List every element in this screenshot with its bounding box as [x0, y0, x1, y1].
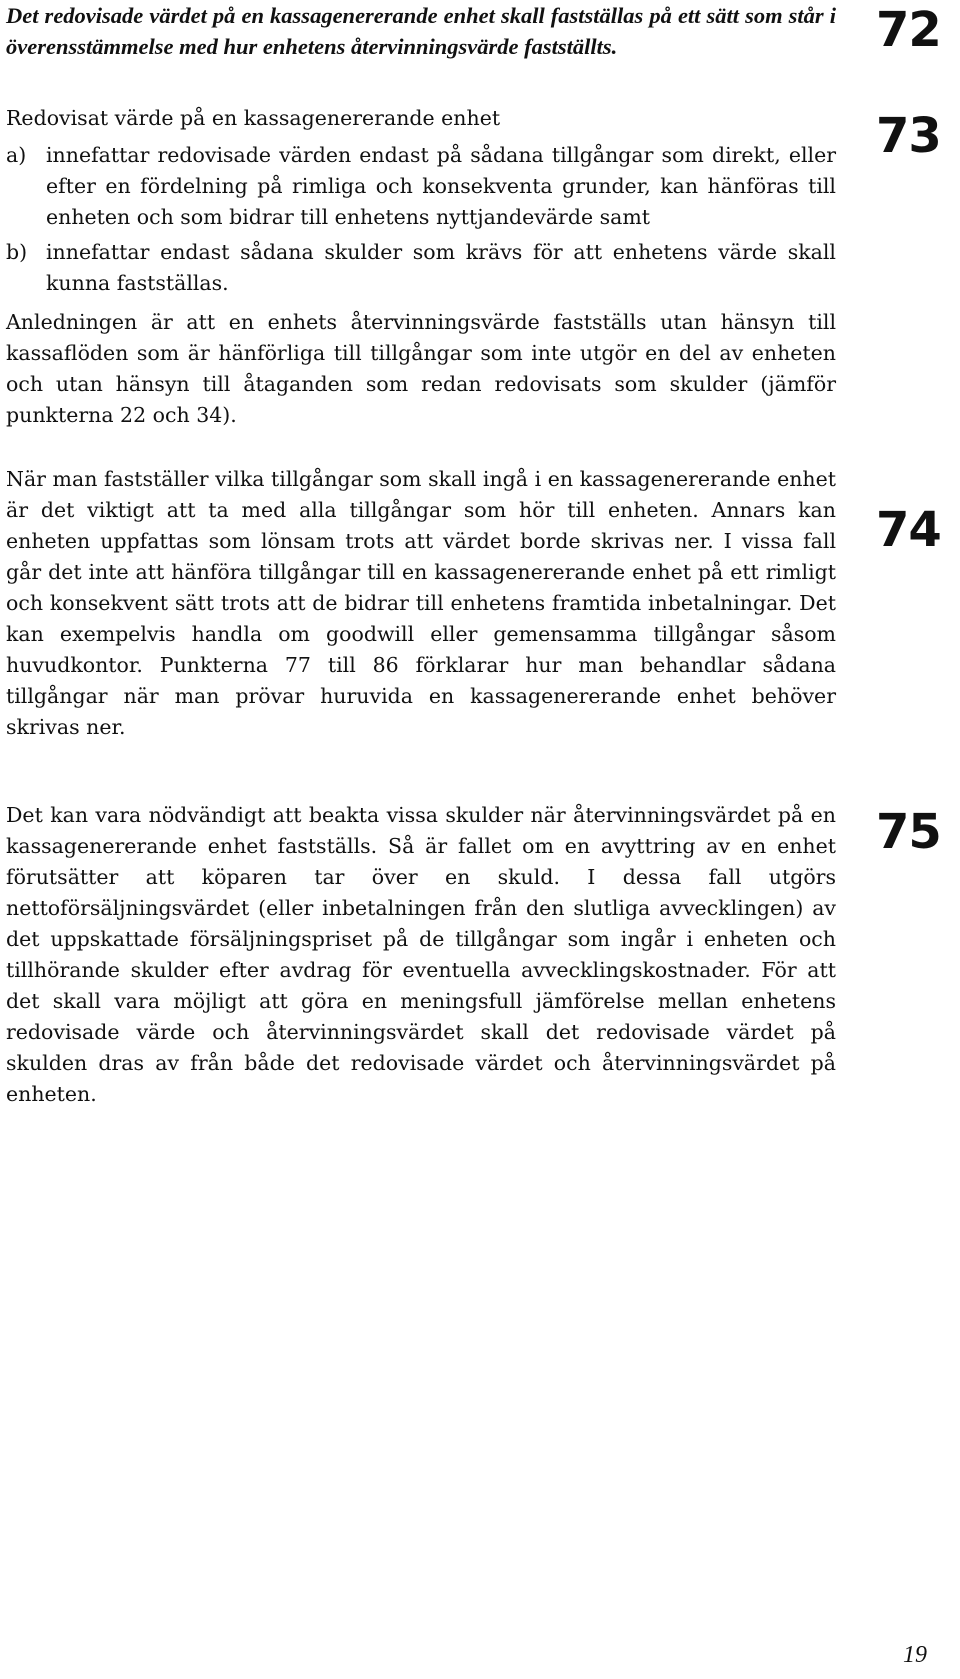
list-item [6, 237, 836, 299]
list-item [6, 140, 836, 233]
section-73-paragraph: Anledningen är att en enhets återvinningsvärde fastställs utan hänsyn till kassaflöden som är hänförliga till tillgångar som inte utgör en del av enheten och utan hänsyn till åtaganden som redan redovisats som skulder (jämför punkterna 22 och 34). [6, 310, 836, 427]
section-number-73: 73 [876, 108, 941, 164]
page-number: 19 [903, 1642, 927, 1668]
section-73-intro: Redovisat värde på en kassagenererande enhet [6, 106, 501, 130]
section-74-body [6, 464, 836, 743]
list-marker-a: a) [6, 143, 27, 167]
section-74-paragraph: När man fastställer vilka tillgångar som skall ingå i en kassagenererande enhet är det viktigt att ta med alla tillgångar som hör till enheten. Annars kan enheten uppfattas som lönsam trots att värdet borde skrivas ner. I vissa fall går det inte att hänföra tillgångar till en kassagenererande enhet på ett rimligt och konsekvent sätt trots att de bidrar till enhetens framtida inbetalningar. Det kan exempelvis handla om goodwill eller gemensamma tillgångar såsom huvudkontor. Punkterna 77 till 86 förklarar hur man behandlar sådana tillgångar när man prövar huruvida en kassagenererande enhet behöver skrivas ner. [6, 467, 836, 739]
section-number-72: 72 [876, 2, 941, 58]
section-number-75: 75 [876, 804, 941, 860]
section-73-list [6, 140, 836, 299]
section-72-rule [6, 0, 836, 62]
section-75-body [6, 800, 836, 1110]
section-72-rule-text: Det redovisade värdet på en kassagenererande enhet skall fastställas på ett sätt som står i överensstämmelse med hur enhetens återvinningsvärde fastställts. [6, 3, 836, 59]
section-number-74: 74 [876, 502, 941, 558]
section-75-paragraph: Det kan vara nödvändigt att beakta vissa skulder när återvinningsvärdet på en kassagenererande enhet fastställs. Så är fallet om en avyttring av en enhet förutsätter att köparen tar över en skuld. I dessa fall utgörs nettoförsäljningsvärdet (eller inbetalningen från den slutliga avvecklingen) av det uppskattade försäljningspriset på de tillgångar som ingår i enheten och tillhörande skulder efter avdrag för eventuella avvecklingskostnader. För att det skall vara möjligt att göra en meningsfull jämförelse mellan enhetens redovisade värde och återvinningsvärdet skall det redovisade värdet på skulden dras av från både det redovisade värdet och återvinningsvärdet på enheten. [6, 803, 836, 1106]
list-item-text-b: innefattar endast sådana skulder som krävs för att enhetens värde skall kunna fastställas. [46, 240, 836, 295]
section-73-body [6, 103, 836, 431]
list-marker-b: b) [6, 240, 28, 264]
list-item-text-a: innefattar redovisade värden endast på sådana tillgångar som direkt, eller efter en fördelning på rimliga och konsekventa grunder, kan hänföras till enheten och som bidrar till enhetens nyttjandevärde samt [46, 143, 836, 229]
